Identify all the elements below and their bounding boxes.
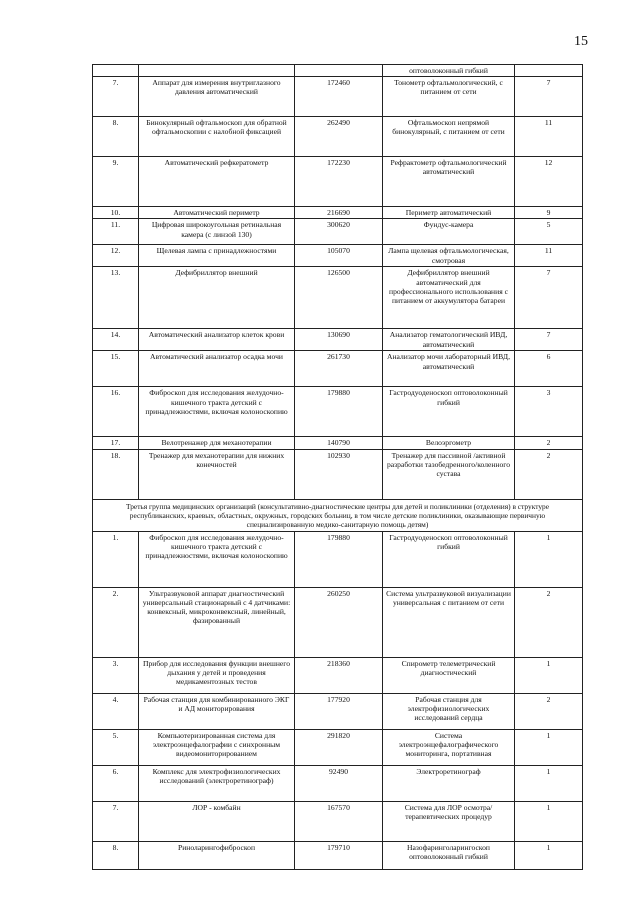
quantity: 12 <box>515 157 583 207</box>
quantity: 2 <box>515 437 583 449</box>
equipment-table <box>92 64 583 870</box>
quantity: 1 <box>515 729 583 765</box>
device-type: Анализатор мочи лабораторный ИВД, автоматический <box>383 351 515 387</box>
nomenclature-code: 179710 <box>295 841 383 869</box>
nomenclature-code: 130690 <box>295 329 383 351</box>
nomenclature-code <box>295 65 383 77</box>
device-type: Офтальмоскоп непрямой бинокулярный, с питанием от сети <box>383 117 515 157</box>
nomenclature-code: 291820 <box>295 729 383 765</box>
equipment-name: Автоматический анализатор клеток крови <box>139 329 295 351</box>
row-number: 1. <box>93 531 139 587</box>
row-number: 6. <box>93 765 139 801</box>
table-row <box>93 219 583 245</box>
table-row <box>93 657 583 693</box>
equipment-name: Ультразвуковой аппарат диагностический универсальный стационарный с 4 датчиками: конвексный, микроконвексный, линейный, фазированный <box>139 587 295 657</box>
table-row <box>93 841 583 869</box>
row-number: 12. <box>93 245 139 267</box>
equipment-name: Велотренажер для механотерапии <box>139 437 295 449</box>
device-type: Гастродуоденоскоп оптоволоконный гибкий <box>383 531 515 587</box>
equipment-name: Дефибриллятор внешний <box>139 267 295 329</box>
equipment-name: Риноларингофиброскоп <box>139 841 295 869</box>
quantity: 2 <box>515 693 583 729</box>
row-number: 16. <box>93 387 139 437</box>
row-number: 4. <box>93 693 139 729</box>
nomenclature-code: 218360 <box>295 657 383 693</box>
section-heading-row <box>93 499 583 531</box>
nomenclature-code: 140790 <box>295 437 383 449</box>
device-type: Электроретинограф <box>383 765 515 801</box>
table-row <box>93 587 583 657</box>
equipment-name: ЛОР - комбайн <box>139 801 295 841</box>
quantity: 11 <box>515 117 583 157</box>
nomenclature-code: 216690 <box>295 207 383 219</box>
device-type: Тонометр офтальмологический, с питанием от сети <box>383 77 515 117</box>
equipment-name <box>139 65 295 77</box>
table-row <box>93 437 583 449</box>
row-number <box>93 65 139 77</box>
device-type: Фундус-камера <box>383 219 515 245</box>
device-type: Дефибриллятор внешний автоматический для профессионального использования с питанием от аккумулятора батареи <box>383 267 515 329</box>
quantity: 1 <box>515 531 583 587</box>
device-type: Рефрактометр офтальмологический автоматический <box>383 157 515 207</box>
equipment-name: Компьютеризированная система для электроэнцефалографии с синхронным видеомониторированием <box>139 729 295 765</box>
table-row <box>93 765 583 801</box>
table-row <box>93 245 583 267</box>
nomenclature-code: 260250 <box>295 587 383 657</box>
row-number: 5. <box>93 729 139 765</box>
nomenclature-code: 105070 <box>295 245 383 267</box>
device-type: Система электроэнцефалографического мониторинга, портативная <box>383 729 515 765</box>
quantity: 9 <box>515 207 583 219</box>
table-row <box>93 387 583 437</box>
nomenclature-code: 172230 <box>295 157 383 207</box>
quantity: 1 <box>515 765 583 801</box>
quantity: 7 <box>515 329 583 351</box>
equipment-name: Комплекс для электрофизиологических исследований (электроретинограф) <box>139 765 295 801</box>
row-number: 17. <box>93 437 139 449</box>
quantity: 2 <box>515 449 583 499</box>
nomenclature-code: 300620 <box>295 219 383 245</box>
device-type: Назофаринголарингоскоп оптоволоконный гибкий <box>383 841 515 869</box>
device-type: оптоволоконный гибкий <box>383 65 515 77</box>
equipment-name: Рабочая станция для комбинированного ЭКГ и АД мониторирования <box>139 693 295 729</box>
page-number: 15 <box>574 34 588 49</box>
table-row <box>93 449 583 499</box>
table-row <box>93 729 583 765</box>
device-type: Рабочая станция для электрофизиологических исследований сердца <box>383 693 515 729</box>
quantity: 5 <box>515 219 583 245</box>
quantity: 6 <box>515 351 583 387</box>
equipment-table-container <box>92 64 582 870</box>
table-row <box>93 65 583 77</box>
equipment-name: Цифровая широкоугольная ретинальная камера (с линзой 130) <box>139 219 295 245</box>
quantity <box>515 65 583 77</box>
nomenclature-code: 261730 <box>295 351 383 387</box>
table-row <box>93 157 583 207</box>
quantity: 3 <box>515 387 583 437</box>
nomenclature-code: 92490 <box>295 765 383 801</box>
table-row <box>93 531 583 587</box>
nomenclature-code: 177920 <box>295 693 383 729</box>
nomenclature-code: 102930 <box>295 449 383 499</box>
quantity: 7 <box>515 77 583 117</box>
row-number: 9. <box>93 157 139 207</box>
row-number: 7. <box>93 801 139 841</box>
device-type: Велоэргометр <box>383 437 515 449</box>
device-type: Спирометр телеметрический диагностический <box>383 657 515 693</box>
table-row <box>93 693 583 729</box>
row-number: 18. <box>93 449 139 499</box>
table-row <box>93 207 583 219</box>
quantity: 11 <box>515 245 583 267</box>
table-row <box>93 267 583 329</box>
quantity: 1 <box>515 801 583 841</box>
device-type: Гастродуоденоскоп оптоволоконный гибкий <box>383 387 515 437</box>
device-type: Лампа щелевая офтальмологическая, смотровая <box>383 245 515 267</box>
quantity: 7 <box>515 267 583 329</box>
table-row <box>93 801 583 841</box>
table-row <box>93 77 583 117</box>
top-section-rows <box>93 65 583 500</box>
equipment-name: Бинокулярный офтальмоскоп для обратной офтальмоскопии с налобной фиксацией <box>139 117 295 157</box>
quantity: 2 <box>515 587 583 657</box>
equipment-name: Автоматический анализатор осадка мочи <box>139 351 295 387</box>
nomenclature-code: 167570 <box>295 801 383 841</box>
quantity: 1 <box>515 841 583 869</box>
table-row <box>93 117 583 157</box>
equipment-name: Фиброскоп для исследования желудочно-кишечного тракта детский с принадлежностями, включая колоноскопию <box>139 531 295 587</box>
device-type: Анализатор гематологический ИВД, автоматический <box>383 329 515 351</box>
row-number: 14. <box>93 329 139 351</box>
device-type: Система ультразвуковой визуализации универсальная с питанием от сети <box>383 587 515 657</box>
nomenclature-code: 172460 <box>295 77 383 117</box>
equipment-name: Щелевая лампа с принадлежностями <box>139 245 295 267</box>
equipment-name: Автоматический рефкератометр <box>139 157 295 207</box>
row-number: 8. <box>93 841 139 869</box>
row-number: 2. <box>93 587 139 657</box>
equipment-name: Аппарат для измерения внутриглазного давления автоматический <box>139 77 295 117</box>
equipment-name: Автоматический периметр <box>139 207 295 219</box>
row-number: 13. <box>93 267 139 329</box>
device-type: Тренажер для пассивной /активной разработки тазобедренного/коленного сустава <box>383 449 515 499</box>
nomenclature-code: 179880 <box>295 531 383 587</box>
nomenclature-code: 179880 <box>295 387 383 437</box>
device-type: Система для ЛОР осмотра/терапевтических процедур <box>383 801 515 841</box>
equipment-name: Прибор для исследования функции внешнего дыхания у детей и проведения медикаментозных тестов <box>139 657 295 693</box>
row-number: 11. <box>93 219 139 245</box>
row-number: 7. <box>93 77 139 117</box>
equipment-name: Тренажер для механотерапии для нижних конечностей <box>139 449 295 499</box>
nomenclature-code: 262490 <box>295 117 383 157</box>
device-type: Периметр автоматический <box>383 207 515 219</box>
bottom-section-rows <box>93 531 583 869</box>
section-heading: Третья группа медицинских организаций (консультативно-диагностические центры для детей и поликлиники (отделения) в структуре республиканских, краевых, областных, окружных, городских больниц, в том числе детские поликлиники, оказывающие первичную специализированную медико-санитарную помощь детям) <box>93 499 583 531</box>
row-number: 15. <box>93 351 139 387</box>
table-row <box>93 329 583 351</box>
table-row <box>93 351 583 387</box>
nomenclature-code: 126500 <box>295 267 383 329</box>
equipment-name: Фиброскоп для исследования желудочно-кишечного тракта детский с принадлежностями, включая колоноскопию <box>139 387 295 437</box>
quantity: 1 <box>515 657 583 693</box>
row-number: 3. <box>93 657 139 693</box>
row-number: 8. <box>93 117 139 157</box>
row-number: 10. <box>93 207 139 219</box>
